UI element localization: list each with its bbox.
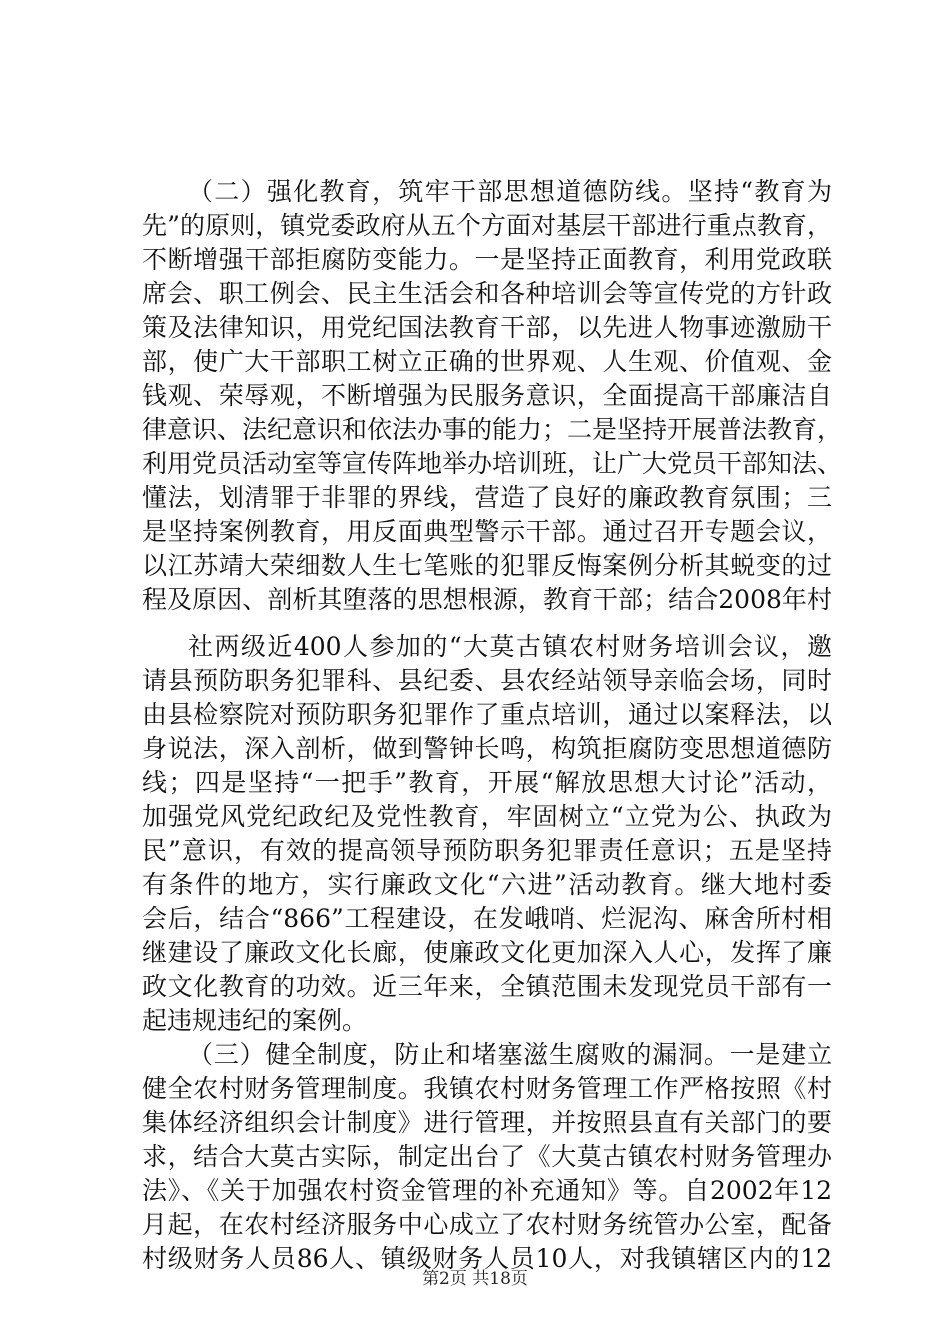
text-line: 法》、《关于加强农村资金管理的补充通知》等。自2002年12 [142,1176,832,1205]
text-line: 不断增强干部拒腐防变能力。一是坚持正面教育，利用党政联 [142,245,832,274]
text-line: 继建设了廉政文化长廊，使廉政文化更加深入人心，发挥了廉 [142,938,832,967]
text-line: 村级财务人员86人、镇级财务人员10人，对我镇辖区内的12 [142,1244,832,1273]
text-line: 起违规违纪的案例。 [142,1006,368,1035]
text-line: 健全农村财务管理制度。我镇农村财务管理工作严格按照《村 [142,1074,832,1103]
text-line: 钱观、荣辱观，不断增强为民服务意识，全面提高干部廉洁自 [142,381,832,410]
text-line: 加强党风党纪政纪及党性教育，牢固树立“立党为公、执政为 [142,802,832,831]
text-line: 身说法，深入剖析，做到警钟长鸣，构筑拒腐防变思想道德防 [142,734,832,763]
text-line: 月起，在农村经济服务中心成立了农村财务统管办公室，配备 [142,1210,832,1239]
text-line: 求，结合大莫古实际，制定出台了《大莫古镇农村财务管理办 [142,1142,832,1171]
text-line: 有条件的地方，实行廉政文化“六进”活动教育。继大地村委 [142,870,832,899]
text-line: 先”的原则，镇党委政府从五个方面对基层干部进行重点教育， [142,211,832,240]
text-line: 懂法，划清罪于非罪的界线，营造了良好的廉政教育氛围；三 [142,483,832,512]
text-line: （三）健全制度，防止和堵塞滋生腐败的漏洞。一是建立 [188,1040,832,1069]
text-line: 利用党员活动室等宣传阵地举办培训班，让广大党员干部知法、 [142,449,843,478]
text-line: 程及原因、剖析其堕落的思想根源，教育干部；结合2008年村 [142,585,832,614]
text-line: 部，使广大干部职工树立正确的世界观、人生观、价值观、金 [142,347,832,376]
text-line: 席会、职工例会、民主生活会和各种培训会等宣传党的方针政 [142,279,832,308]
text-line: 由县检察院对预防职务犯罪作了重点培训，通过以案释法，以 [142,700,832,729]
paragraph-block-2 [142,630,832,1276]
text-line: 策及法律知识，用党纪国法教育干部，以先进人物事迹激励干 [142,313,832,342]
text-line: 是坚持案例教育，用反面典型警示干部。通过召开专题会议， [142,517,832,546]
text-line: 以江苏靖大荣细数人生七笔账的犯罪反悔案例分析其蜕变的过 [142,551,832,580]
text-line: 会后，结合“866”工程建设，在发峨哨、烂泥沟、麻舍所村相 [142,904,832,933]
text-line: 集体经济组织会计制度》进行管理，并按照县直有关部门的要 [142,1108,832,1137]
text-line: 政文化教育的功效。近三年来，全镇范围未发现党员干部有一 [142,972,832,1001]
paragraph-block-1 [142,175,843,617]
text-line: 社两级近400人参加的“大莫古镇农村财务培训会议，邀 [188,632,832,661]
page-footer: 第2页 共18页 [422,1269,528,1289]
text-line: 线；四是坚持“一把手”教育，开展“解放思想大讨论”活动， [142,768,832,797]
text-line: （二）强化教育，筑牢干部思想道德防线。坚持“教育为 [188,177,832,206]
text-line: 民”意识，有效的提高领导预防职务犯罪责任意识；五是坚持 [142,836,832,865]
text-line: 请县预防职务犯罪科、县纪委、县农经站领导亲临会场，同时 [142,666,832,695]
text-line: 律意识、法纪意识和依法办事的能力；二是坚持开展普法教育， [142,415,843,444]
